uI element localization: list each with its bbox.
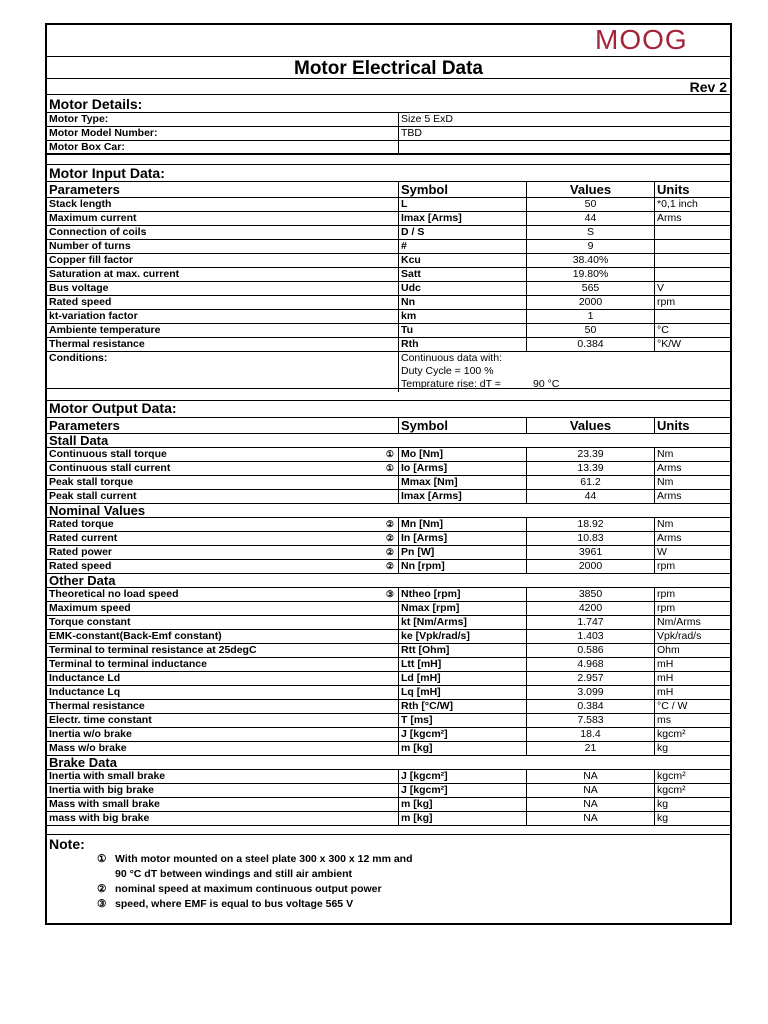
unit: kgcm²: [654, 728, 732, 741]
value: 1.403: [526, 630, 654, 643]
page-title: Motor Electrical Data: [294, 58, 483, 79]
footnote-marker: ②: [385, 561, 394, 571]
value: NA: [526, 770, 654, 783]
table-row: [47, 532, 730, 545]
table-row: [47, 324, 730, 337]
table-row: [47, 198, 730, 211]
conditions-block: [47, 352, 730, 392]
unit: Vpk/rad/s: [654, 630, 732, 643]
symbol: In [Arms]: [398, 532, 526, 545]
value: NA: [526, 798, 654, 811]
unit: Arms: [654, 462, 732, 475]
symbol: Nmax [rpm]: [398, 602, 526, 615]
table-row: [47, 296, 730, 309]
param-name: Continuous stall torque ①: [49, 448, 394, 460]
note-marker: ①: [97, 853, 107, 865]
unit: mH: [654, 686, 732, 699]
param-name: Theoretical no load speed ③: [49, 588, 394, 600]
moog-logo: MOOG: [595, 24, 688, 55]
unit: Nm: [654, 448, 732, 461]
condition-line: Continuous data with:: [401, 352, 502, 364]
table-row: [47, 588, 730, 601]
param-name: kt-variation factor: [49, 310, 138, 322]
param-name: Mass with small brake: [49, 798, 160, 810]
conditions-label: Conditions:: [49, 352, 108, 364]
unit: °K/W: [654, 338, 732, 351]
unit: V: [654, 282, 732, 295]
value: 4.968: [526, 658, 654, 671]
param-name: Thermal resistance: [49, 338, 145, 350]
symbol: J [kgcm²]: [398, 784, 526, 797]
detail-value: Size 5 ExD: [398, 113, 732, 126]
param-name: mass with big brake: [49, 812, 150, 824]
value: 0.586: [526, 644, 654, 657]
param-name: Stack length: [49, 198, 112, 210]
unit: [654, 268, 732, 281]
unit: °C: [654, 324, 732, 337]
symbol: Rth: [398, 338, 526, 351]
value: NA: [526, 812, 654, 825]
table-row: [47, 798, 730, 811]
param-name: Maximum speed: [49, 602, 131, 614]
value: 18.92: [526, 518, 654, 531]
value: 2.957: [526, 672, 654, 685]
symbol: J [kgcm²]: [398, 728, 526, 741]
revision-label: Rev 2: [689, 79, 727, 95]
footnote-marker: ②: [385, 547, 394, 557]
param-name: Terminal to terminal resistance at 25degC: [49, 644, 257, 656]
table-row: [47, 546, 730, 559]
param-name: Inertia with small brake: [49, 770, 166, 782]
unit: kg: [654, 798, 732, 811]
table-row: [47, 490, 730, 503]
unit: rpm: [654, 602, 732, 615]
detail-label: Motor Model Number:: [49, 127, 158, 139]
unit: Arms: [654, 490, 732, 503]
symbol: Mmax [Nm]: [398, 476, 526, 489]
note-marker: ②: [97, 883, 107, 895]
unit: rpm: [654, 588, 732, 601]
column-header-units: Units: [654, 182, 732, 197]
table-row: [47, 448, 730, 461]
group-heading-other: Other Data: [49, 573, 116, 588]
note-text: With motor mounted on a steel plate 300 x 300 x 12 mm and: [115, 853, 413, 865]
symbol: #: [398, 240, 526, 253]
unit: W: [654, 546, 732, 559]
value: 44: [526, 212, 654, 225]
symbol: Rtt [Ohm]: [398, 644, 526, 657]
table-row: [47, 658, 730, 671]
param-name: Rated current ②: [49, 532, 394, 544]
unit: ms: [654, 714, 732, 727]
unit: kg: [654, 812, 732, 825]
group-heading-nominal: Nominal Values: [49, 503, 146, 518]
unit: Nm/Arms: [654, 616, 732, 629]
symbol: kt [Nm/Arms]: [398, 616, 526, 629]
value: 50: [526, 198, 654, 211]
column-header-values: Values: [526, 182, 654, 197]
param-name: Maximum current: [49, 212, 137, 224]
value: S: [526, 226, 654, 239]
detail-row: [47, 113, 730, 126]
unit: *0,1 inch: [654, 198, 732, 211]
param-name: Copper fill factor: [49, 254, 134, 266]
symbol: Mn [Nm]: [398, 518, 526, 531]
conditions-text: [398, 352, 732, 392]
table-row: [47, 254, 730, 267]
table-row: [47, 770, 730, 783]
param-name: Saturation at max. current: [49, 268, 180, 280]
param-name: Inertia with big brake: [49, 784, 155, 796]
symbol: D / S: [398, 226, 526, 239]
value: 10.83: [526, 532, 654, 545]
symbol: Pn [W]: [398, 546, 526, 559]
param-name: Rated speed: [49, 296, 112, 308]
column-header-values: Values: [526, 418, 654, 433]
symbol: Ntheo [rpm]: [398, 588, 526, 601]
column-header-units: Units: [654, 418, 732, 433]
value: 19.80%: [526, 268, 654, 281]
table-row: [47, 714, 730, 727]
table-row: [47, 700, 730, 713]
motor-data-sheet: [45, 23, 732, 925]
symbol: m [kg]: [398, 742, 526, 755]
unit: rpm: [654, 560, 732, 573]
param-name: EMK-constant(Back-Emf constant): [49, 630, 222, 642]
param-name: Peak stall current: [49, 490, 137, 502]
symbol: Nn: [398, 296, 526, 309]
symbol: L: [398, 198, 526, 211]
table-row: [47, 728, 730, 741]
table-row: [47, 672, 730, 685]
table-row: [47, 310, 730, 323]
value: 3961: [526, 546, 654, 559]
value: 50: [526, 324, 654, 337]
column-header-parameters: Parameters: [49, 418, 120, 433]
detail-row: [47, 141, 730, 154]
value: 0.384: [526, 700, 654, 713]
condition-line: Duty Cycle = 100 %: [401, 365, 494, 377]
footnote-marker: ③: [385, 589, 394, 599]
footnote-marker: ①: [385, 449, 394, 459]
value: 2000: [526, 560, 654, 573]
symbol: Mo [Nm]: [398, 448, 526, 461]
table-row: [47, 240, 730, 253]
symbol: Imax [Arms]: [398, 212, 526, 225]
motor-output-heading: Motor Output Data:: [49, 400, 177, 416]
unit: kgcm²: [654, 784, 732, 797]
detail-value: TBD: [398, 127, 732, 140]
symbol: Imax [Arms]: [398, 490, 526, 503]
param-name: Inertia w/o brake: [49, 728, 132, 740]
unit: Arms: [654, 532, 732, 545]
footnote-marker: ①: [385, 463, 394, 473]
symbol: Udc: [398, 282, 526, 295]
symbol: Nn [rpm]: [398, 560, 526, 573]
table-row: [47, 686, 730, 699]
symbol: Kcu: [398, 254, 526, 267]
detail-value: [398, 141, 732, 154]
param-name: Connection of coils: [49, 226, 147, 238]
table-row: [47, 282, 730, 295]
value: 2000: [526, 296, 654, 309]
table-row: [47, 476, 730, 489]
value: 1.747: [526, 616, 654, 629]
detail-label: Motor Box Car:: [49, 141, 125, 153]
unit: Nm: [654, 476, 732, 489]
param-name: Mass w/o brake: [49, 742, 127, 754]
group-heading-stall: Stall Data: [49, 433, 109, 448]
symbol: m [kg]: [398, 798, 526, 811]
symbol: ke [Vpk/rad/s]: [398, 630, 526, 643]
table-row: [47, 518, 730, 531]
table-row: [47, 560, 730, 573]
param-name: Ambiente temperature: [49, 324, 161, 336]
column-header-parameters: Parameters: [49, 182, 120, 197]
value: NA: [526, 784, 654, 797]
unit: [654, 254, 732, 267]
value: 0.384: [526, 338, 654, 351]
output-table-header: [47, 418, 730, 433]
note-text: 90 °C dT between windings and still air ambient: [115, 868, 352, 880]
unit: mH: [654, 658, 732, 671]
footnote-marker: ②: [385, 519, 394, 529]
motor-details-heading: Motor Details:: [49, 96, 143, 112]
table-row: [47, 212, 730, 225]
unit: [654, 226, 732, 239]
unit: mH: [654, 672, 732, 685]
unit: °C / W: [654, 700, 732, 713]
param-name: Bus voltage: [49, 282, 109, 294]
value: 21: [526, 742, 654, 755]
param-name: Inductance Ld: [49, 672, 121, 684]
param-name: Torque constant: [49, 616, 131, 628]
symbol: Tu: [398, 324, 526, 337]
value: 23.39: [526, 448, 654, 461]
table-row: [47, 812, 730, 825]
value: 44: [526, 490, 654, 503]
value: 1: [526, 310, 654, 323]
param-name: Rated speed ②: [49, 560, 394, 572]
condition-temperature: 90 °C: [533, 378, 560, 390]
symbol: J [kgcm²]: [398, 770, 526, 783]
note-marker: ③: [97, 898, 107, 910]
value: 7.583: [526, 714, 654, 727]
unit: [654, 310, 732, 323]
symbol: Lq [mH]: [398, 686, 526, 699]
table-row: [47, 616, 730, 629]
motor-input-heading: Motor Input Data:: [49, 165, 165, 181]
table-row: [47, 462, 730, 475]
symbol: m [kg]: [398, 812, 526, 825]
param-name: Peak stall torque: [49, 476, 134, 488]
value: 565: [526, 282, 654, 295]
symbol: Rth [°C/W]: [398, 700, 526, 713]
table-row: [47, 630, 730, 643]
symbol: km: [398, 310, 526, 323]
table-row: [47, 742, 730, 755]
table-row: [47, 226, 730, 239]
unit: rpm: [654, 296, 732, 309]
value: 38.40%: [526, 254, 654, 267]
detail-label: Motor Type:: [49, 113, 109, 125]
value: 18.4: [526, 728, 654, 741]
footnote-marker: ②: [385, 533, 394, 543]
symbol: Io [Arms]: [398, 462, 526, 475]
param-name: Thermal resistance: [49, 700, 145, 712]
column-header-symbol: Symbol: [398, 418, 526, 433]
detail-row: [47, 127, 730, 140]
symbol: Ld [mH]: [398, 672, 526, 685]
unit: Arms: [654, 212, 732, 225]
value: 13.39: [526, 462, 654, 475]
input-table-header: [47, 182, 730, 197]
unit: kg: [654, 742, 732, 755]
value: 61.2: [526, 476, 654, 489]
unit: kgcm²: [654, 770, 732, 783]
symbol: Satt: [398, 268, 526, 281]
unit: [654, 240, 732, 253]
table-row: [47, 602, 730, 615]
column-header-symbol: Symbol: [398, 182, 526, 197]
condition-line: Temprature rise: dT =: [401, 378, 501, 390]
note-text: speed, where EMF is equal to bus voltage 565 V: [115, 898, 354, 910]
param-name: Number of turns: [49, 240, 131, 252]
value: 9: [526, 240, 654, 253]
unit: Ohm: [654, 644, 732, 657]
table-row: [47, 644, 730, 657]
table-row: [47, 338, 730, 351]
param-name: Electr. time constant: [49, 714, 152, 726]
value: 4200: [526, 602, 654, 615]
value: 3.099: [526, 686, 654, 699]
symbol: Ltt [mH]: [398, 658, 526, 671]
table-row: [47, 784, 730, 797]
param-name: Terminal to terminal inductance: [49, 658, 207, 670]
param-name: Rated power ②: [49, 546, 394, 558]
value: 3850: [526, 588, 654, 601]
param-name: Continuous stall current ①: [49, 462, 394, 474]
table-row: [47, 268, 730, 281]
param-name: Rated torque ②: [49, 518, 394, 530]
notes-heading: Note:: [49, 836, 85, 852]
param-name: Inductance Lq: [49, 686, 121, 698]
symbol: T [ms]: [398, 714, 526, 727]
unit: Nm: [654, 518, 732, 531]
group-heading-brake: Brake Data: [49, 755, 117, 770]
note-text: nominal speed at maximum continuous output power: [115, 883, 382, 895]
